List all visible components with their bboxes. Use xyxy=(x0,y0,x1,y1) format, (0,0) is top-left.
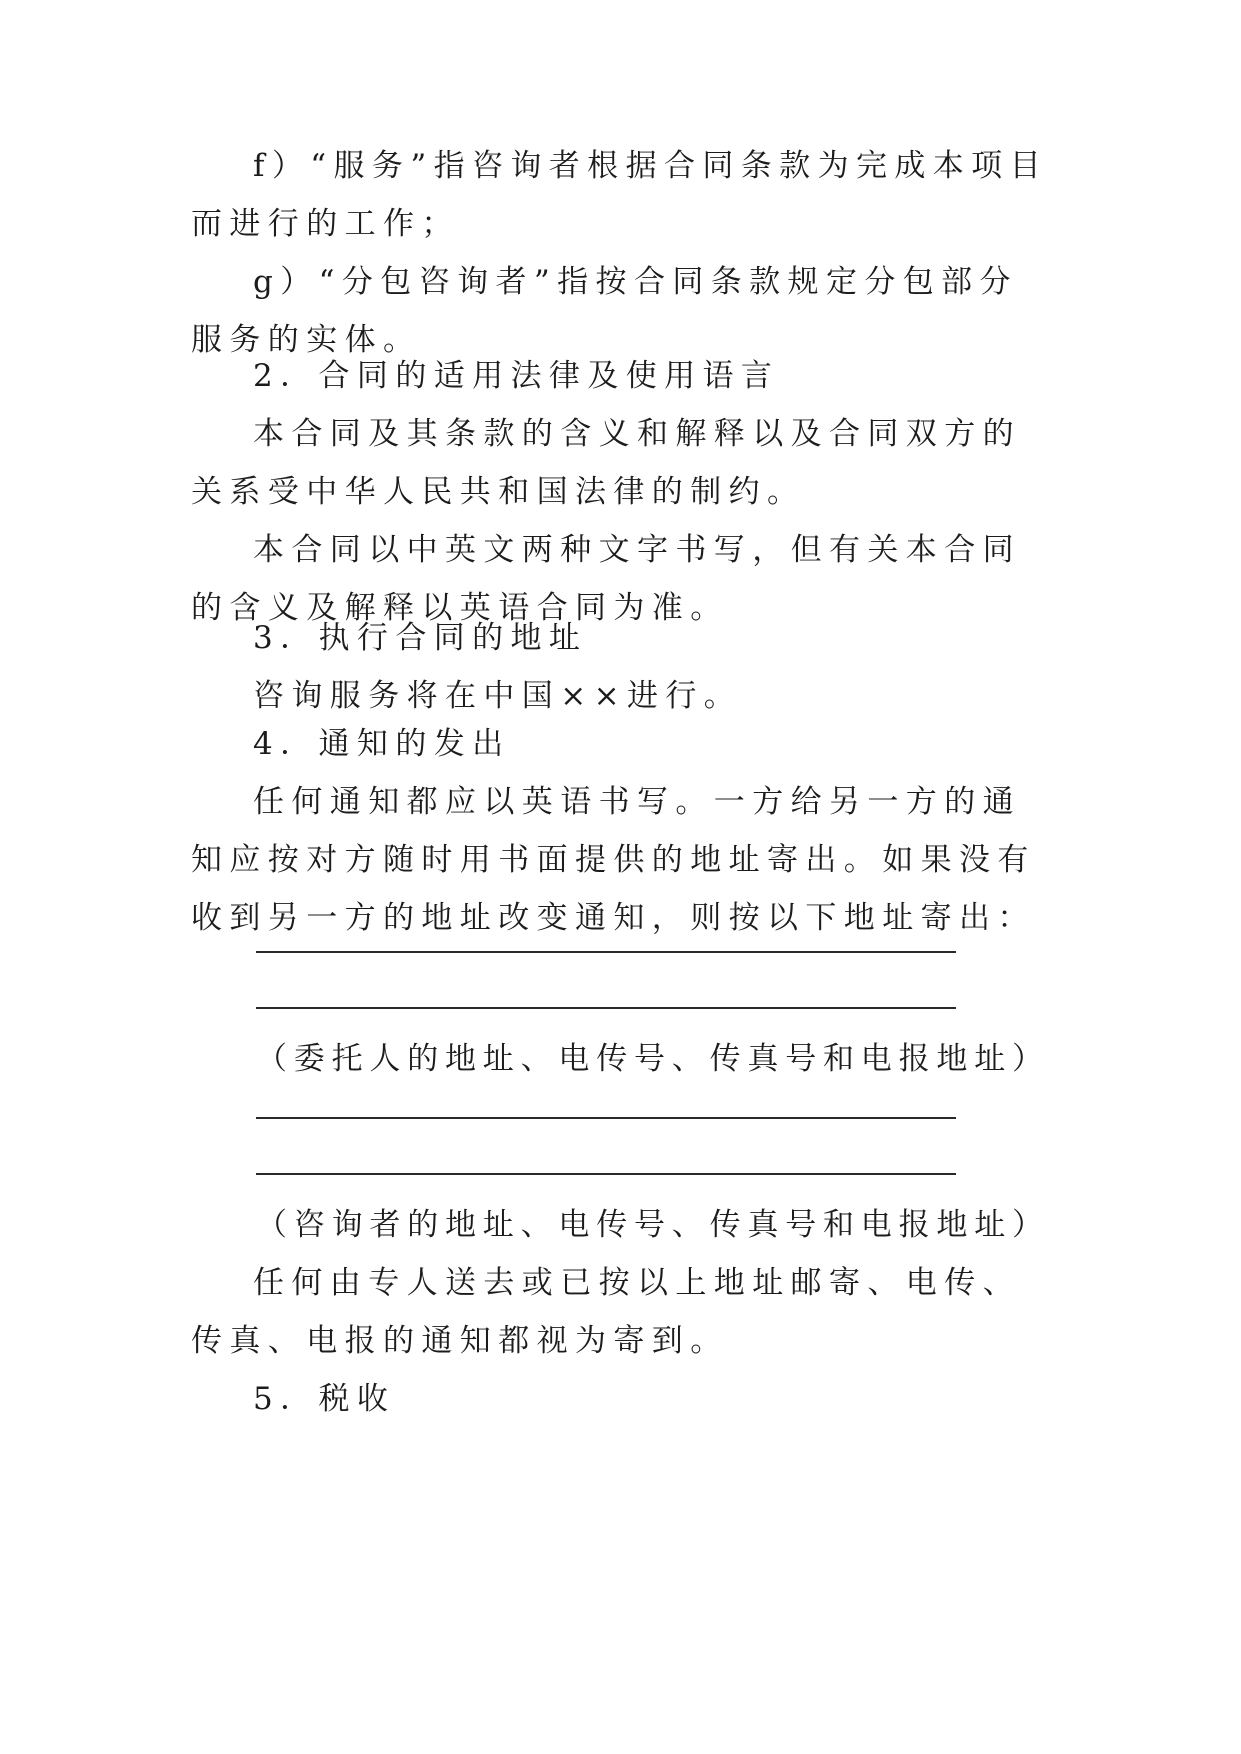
section-2-paragraph-2: 本合同以中英文两种文字书写，但有关本合同的含义及解释以英语合同为准。 xyxy=(191,532,1021,626)
definitions-block xyxy=(191,137,1053,369)
consultant-address-line-1 xyxy=(256,1117,956,1119)
section-4-intro xyxy=(191,715,1053,947)
client-address-caption: （委托人的地址、电传号、传真号和电报地址） xyxy=(256,1041,1050,1077)
section-3-paragraph-1: 咨询服务将在中国××进行。 xyxy=(253,678,743,714)
consultant-address-line-2 xyxy=(256,1173,956,1175)
client-address-line-2 xyxy=(256,1007,956,1009)
section-2-heading: 2．合同的适用法律及使用语言 xyxy=(253,358,780,394)
section-4-closing xyxy=(191,1254,1053,1370)
section-2 xyxy=(191,347,1053,637)
section-5-heading: 5．税收 xyxy=(253,1381,396,1417)
consultant-address-caption: （咨询者的地址、电传号、传真号和电报地址） xyxy=(256,1207,1050,1243)
section-2-paragraph-1: 本合同及其条款的含义和解释以及合同双方的关系受中华人民共和国法律的制约。 xyxy=(191,416,1021,510)
definition-g: g）“分包咨询者”指按合同条款规定分包部分服务的实体。 xyxy=(191,264,1018,358)
section-4-paragraph-2: 任何由专人送去或已按以上地址邮寄、电传、传真、电报的通知都视为寄到。 xyxy=(191,1265,1021,1359)
definition-f: f）“服务”指咨询者根据合同条款为完成本项目而进行的工作； xyxy=(191,148,1048,242)
section-3-heading: 3．执行合同的地址 xyxy=(253,620,588,656)
section-5 xyxy=(191,1370,1053,1428)
client-address-line-1 xyxy=(256,951,956,953)
section-4-paragraph-1: 任何通知都应以英语书写。一方给另一方的通知应按对方随时用书面提供的地址寄出。如果没有收到另一方的地址改变通知，则按以下地址寄出： xyxy=(191,784,1036,936)
section-4-heading: 4．通知的发出 xyxy=(253,726,511,762)
section-3 xyxy=(191,609,1053,725)
